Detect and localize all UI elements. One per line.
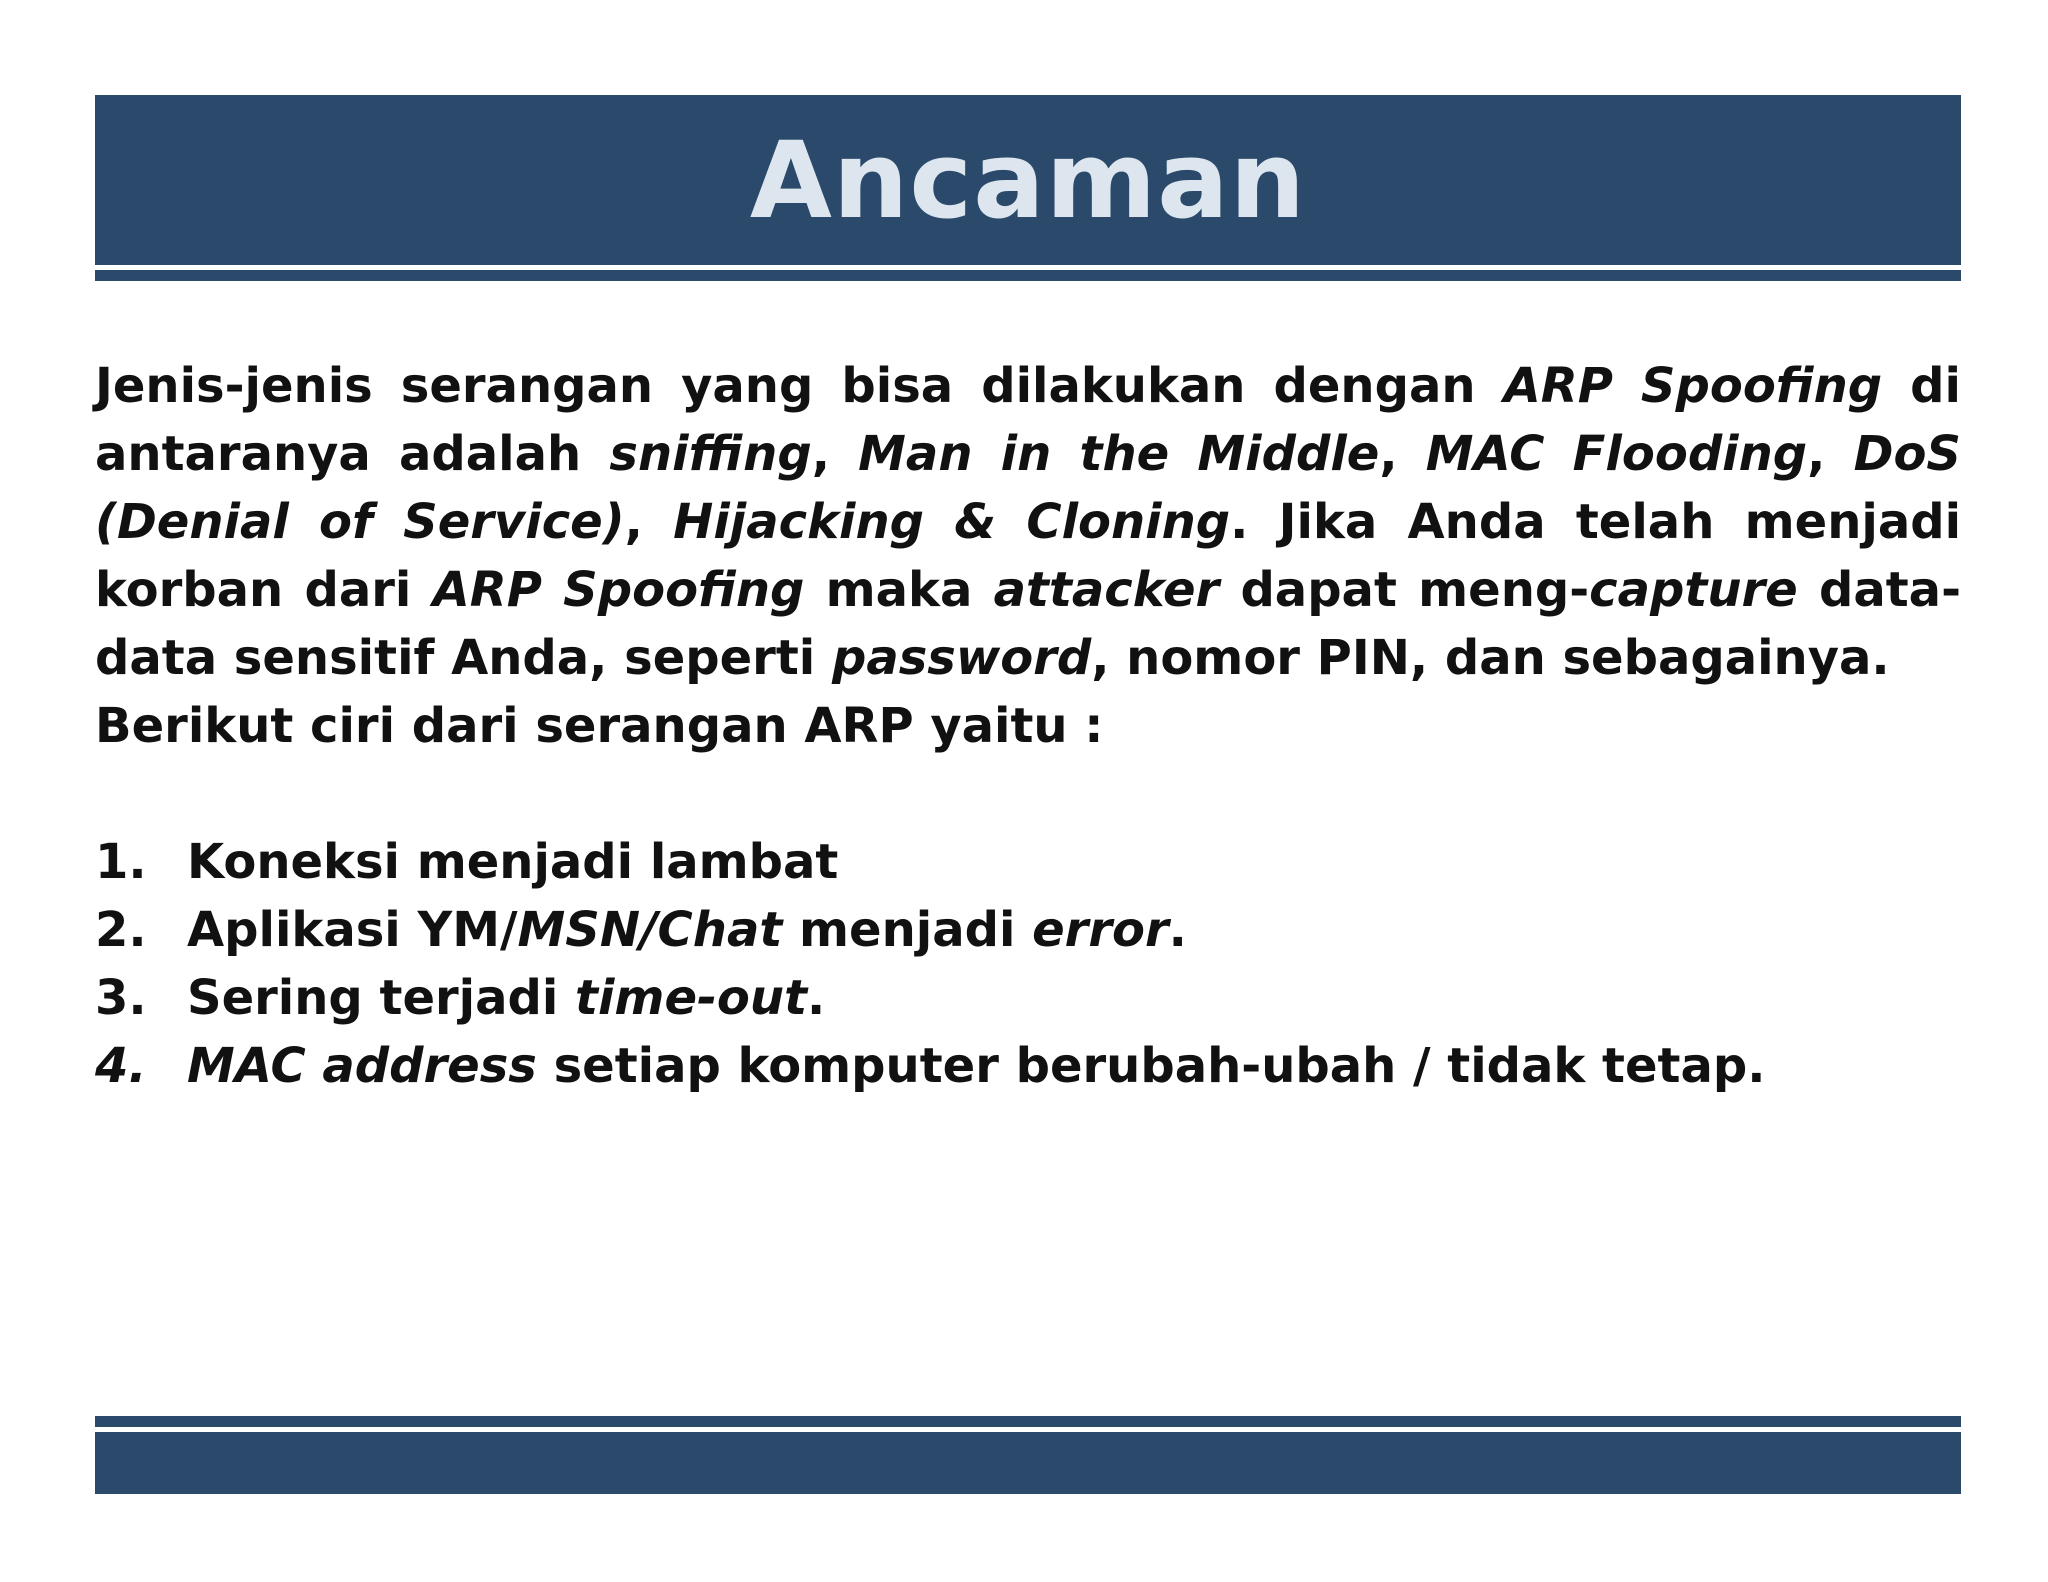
paragraph-text: Jenis-jenis serangan yang bisa dilakukan dengan xyxy=(95,358,1504,414)
paragraph-term: ARP Spoofing xyxy=(432,562,805,618)
list-intro: Berikut ciri dari serangan ARP yaitu : xyxy=(95,698,1104,754)
list-text-part: Aplikasi YM/ xyxy=(187,902,518,958)
list-number: 3. xyxy=(95,970,147,1026)
symptom-list xyxy=(95,828,1961,1100)
list-number: 4. xyxy=(95,1038,147,1094)
list-item xyxy=(95,964,1961,1032)
slide-title: Ancaman xyxy=(749,118,1307,242)
footer-divider xyxy=(95,1416,1961,1427)
list-text xyxy=(187,964,825,1032)
list-text-part: Sering terjadi xyxy=(187,970,576,1026)
paragraph-text: , xyxy=(1379,426,1426,482)
paragraph-term: ARP Spoofing xyxy=(1503,358,1883,414)
paragraph-text: dapat meng- xyxy=(1219,562,1590,618)
paragraph-text: , xyxy=(1807,426,1854,482)
paragraph-term: MAC Flooding xyxy=(1425,426,1808,482)
list-text xyxy=(187,1032,1765,1100)
paragraph-term: sniffing xyxy=(609,426,812,482)
paragraph-term: password xyxy=(831,630,1092,686)
list-text-term: time-out xyxy=(575,970,808,1026)
list-item xyxy=(95,896,1961,964)
paragraph-term: Man in the Middle xyxy=(858,426,1380,482)
paragraph-term: Hijacking & Cloning xyxy=(673,494,1231,550)
list-number: 1. xyxy=(95,834,147,890)
paragraph-text: data-data sensitif Anda, seperti xyxy=(95,562,1961,686)
list-text-term: MSN/Chat xyxy=(517,902,783,958)
list-text xyxy=(187,896,1187,964)
paragraph-text: di antaranya adalah xyxy=(95,358,1961,482)
footer-band xyxy=(95,1432,1961,1494)
list-text-term: MAC address xyxy=(187,1038,537,1094)
paragraph-text: . Jika Anda telah menjadi korban dari xyxy=(95,494,1962,618)
list-text-term: error xyxy=(1032,902,1169,958)
paragraph-text: maka xyxy=(804,562,994,618)
paragraph-text: , xyxy=(811,426,859,482)
intro-paragraph xyxy=(95,352,1961,692)
slide-body xyxy=(95,352,1961,1100)
list-text-part: . xyxy=(807,970,826,1026)
list-text-part: setiap komputer berubah-ubah / tidak tetap. xyxy=(536,1038,1766,1094)
list-text xyxy=(187,828,838,896)
header-divider xyxy=(95,270,1961,281)
paragraph-text: , xyxy=(624,494,674,550)
paragraph-text: , nomor PIN, dan sebagainya. xyxy=(1091,630,1890,686)
list-number: 2. xyxy=(95,902,147,958)
paragraph-term: DoS (Denial of Service) xyxy=(95,426,1961,550)
paragraph-term: capture xyxy=(1589,562,1798,618)
list-text-part: Koneksi menjadi lambat xyxy=(187,834,839,890)
list-text-part: menjadi xyxy=(782,902,1033,958)
list-text-part: . xyxy=(1168,902,1187,958)
list-item xyxy=(95,828,1961,896)
paragraph-term: attacker xyxy=(993,562,1220,618)
list-item xyxy=(95,1032,1961,1100)
